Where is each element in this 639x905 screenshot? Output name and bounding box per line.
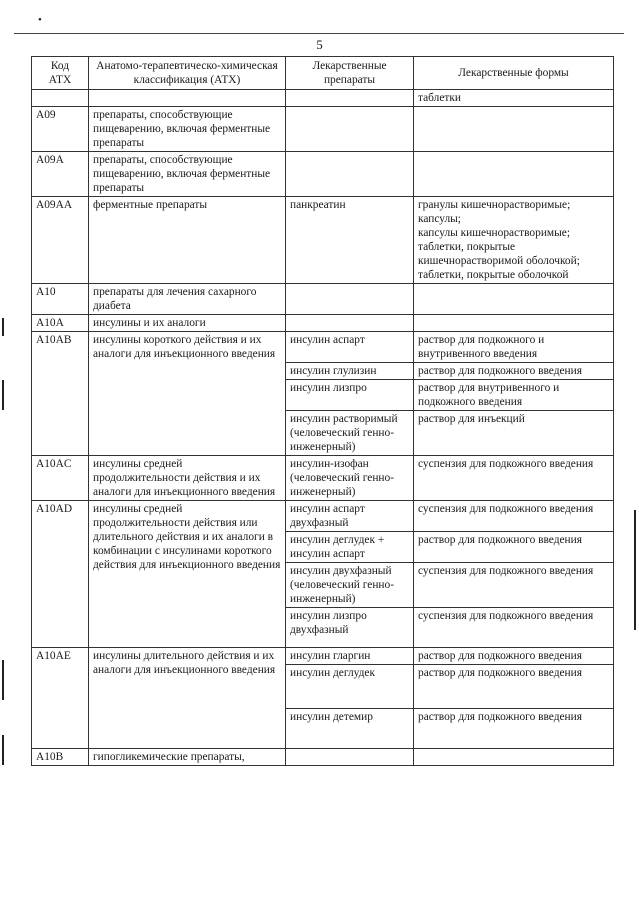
- table-body: [32, 90, 614, 766]
- atc-code-cell: A09AA: [32, 197, 89, 284]
- dosage-form-cell: раствор для подкожного введения: [414, 665, 614, 709]
- atc-group-cell: гипогликемические препараты,: [89, 749, 286, 766]
- drug-name-cell: инсулин лизпро: [286, 380, 414, 411]
- table-row: [32, 197, 614, 284]
- drug-name-cell: инсулин аспарт двухфазный: [286, 501, 414, 532]
- atc-code-cell: A10: [32, 284, 89, 315]
- dosage-form-cell: раствор для инъекций: [414, 411, 614, 456]
- table-row: [32, 90, 614, 107]
- dosage-form-cell: [414, 315, 614, 332]
- drug-name-cell: инсулин аспарт: [286, 332, 414, 363]
- atc-group-cell: [89, 90, 286, 107]
- dosage-form-cell: таблетки: [414, 90, 614, 107]
- atc-code-cell: [32, 90, 89, 107]
- table-row: [32, 152, 614, 197]
- atc-code-cell: A10A: [32, 315, 89, 332]
- dosage-form-cell: суспензия для подкожного введения: [414, 501, 614, 532]
- table-row: [32, 107, 614, 152]
- drug-name-cell: панкреатин: [286, 197, 414, 284]
- table-row: [32, 501, 614, 532]
- table-row: [32, 315, 614, 332]
- atc-group-cell: инсулины короткого действия и их аналоги для инъекционного введения: [89, 332, 286, 456]
- drug-name-cell: инсулин-изофан (человеческий генно-инженерный): [286, 456, 414, 501]
- dosage-form-cell: суспензия для подкожного введения: [414, 608, 614, 648]
- atc-code-cell: A09A: [32, 152, 89, 197]
- drug-name-cell: инсулин гларгин: [286, 648, 414, 665]
- dosage-form-cell: раствор для подкожного введения: [414, 363, 614, 380]
- table-row: [32, 332, 614, 363]
- atc-group-cell: инсулины средней продолжительности действия или длительного действия и их аналоги в комбинации с инсулинами короткого действия для инъекционного введения: [89, 501, 286, 648]
- drug-name-cell: [286, 107, 414, 152]
- table-row: [32, 749, 614, 766]
- dosage-form-cell: гранулы кишечнорастворимые; капсулы; капсулы кишечнорастворимые; таблетки, покрытые кишечнорастворимой оболочкой; таблетки, покрытые оболочкой: [414, 197, 614, 284]
- dosage-form-cell: суспензия для подкожного введения: [414, 456, 614, 501]
- dosage-form-cell: раствор для подкожного и внутривенного введения: [414, 332, 614, 363]
- atc-code-cell: A10B: [32, 749, 89, 766]
- atc-table: [31, 56, 614, 766]
- drug-name-cell: [286, 749, 414, 766]
- table-row: [32, 456, 614, 501]
- drug-name-cell: инсулин детемир: [286, 709, 414, 749]
- atc-code-cell: A10AE: [32, 648, 89, 749]
- page-number: 5: [316, 37, 323, 52]
- dosage-form-cell: раствор для подкожного введения: [414, 648, 614, 665]
- dosage-form-cell: [414, 152, 614, 197]
- drug-name-cell: [286, 284, 414, 315]
- atc-code-cell: A09: [32, 107, 89, 152]
- atc-group-cell: препараты, способствующие пищеварению, включая ферментные препараты: [89, 152, 286, 197]
- dosage-form-cell: раствор для подкожного введения: [414, 709, 614, 749]
- header-atc: Анатомо-терапевтическо-химическая классификация (АТХ): [89, 57, 286, 90]
- drug-name-cell: инсулин двухфазный (человеческий генно-инженерный): [286, 563, 414, 608]
- atc-code-cell: A10AB: [32, 332, 89, 456]
- dosage-form-cell: [414, 284, 614, 315]
- header-code: Код АТХ: [32, 57, 89, 90]
- header-rule: [14, 33, 624, 34]
- dosage-form-cell: суспензия для подкожного введения: [414, 563, 614, 608]
- atc-group-cell: инсулины и их аналоги: [89, 315, 286, 332]
- drug-name-cell: [286, 90, 414, 107]
- atc-group-cell: ферментные препараты: [89, 197, 286, 284]
- table-row: [32, 284, 614, 315]
- drug-name-cell: [286, 315, 414, 332]
- atc-group-cell: инсулины длительного действия и их аналоги для инъекционного введения: [89, 648, 286, 749]
- drug-name-cell: инсулин деглудек: [286, 665, 414, 709]
- drug-name-cell: инсулин лизпро двухфазный: [286, 608, 414, 648]
- table-row: [32, 648, 614, 665]
- dosage-form-cell: [414, 107, 614, 152]
- corner-mark: •: [38, 14, 42, 26]
- drug-name-cell: [286, 152, 414, 197]
- dosage-form-cell: раствор для подкожного введения: [414, 532, 614, 563]
- drug-name-cell: инсулин растворимый (человеческий генно-инженерный): [286, 411, 414, 456]
- atc-code-cell: A10AC: [32, 456, 89, 501]
- table-header-row: [32, 57, 614, 90]
- dosage-form-cell: [414, 749, 614, 766]
- header-drugs: Лекарственные препараты: [286, 57, 414, 90]
- atc-group-cell: инсулины средней продолжительности действия и их аналоги для инъекционного введения: [89, 456, 286, 501]
- header-forms: Лекарственные формы: [414, 57, 614, 90]
- drug-name-cell: инсулин глулизин: [286, 363, 414, 380]
- atc-code-cell: A10AD: [32, 501, 89, 648]
- dosage-form-cell: раствор для внутривенного и подкожного введения: [414, 380, 614, 411]
- atc-group-cell: препараты для лечения сахарного диабета: [89, 284, 286, 315]
- atc-group-cell: препараты, способствующие пищеварению, включая ферментные препараты: [89, 107, 286, 152]
- drug-name-cell: инсулин деглудек + инсулин аспарт: [286, 532, 414, 563]
